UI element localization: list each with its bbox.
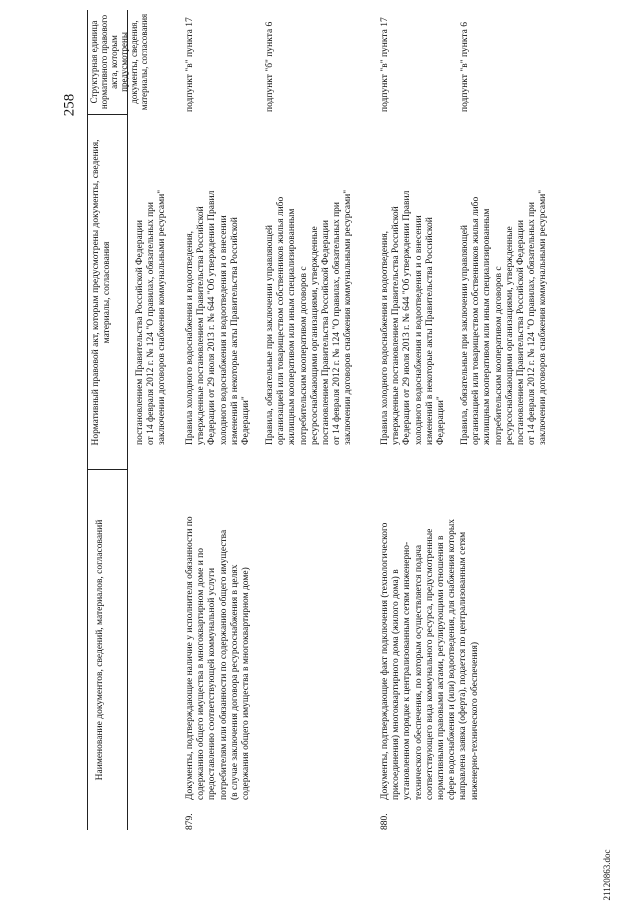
row-act-text: Правила, обязательные при заключении управляющей организацией или товариществом собственников жилья либо жилищным кооперативом или иным специализированным потребительским кооперативом договоров с ресурсоснабжающими организациями, утвержденные постановлением Правительства Российской Федерации от 14 февраля 2012 г. № 124 "О правилах, обязательных при заключении договоров снабжения коммунальными ресурсами" bbox=[265, 189, 354, 445]
header-top-line bbox=[87, 10, 88, 830]
continuation-act: постановлением Правительства Российской Федерации от 14 февраля 2012 г. № 124 "О правилах, обязательных при заключении договоров снабжения коммунальными ресурсами" bbox=[135, 189, 168, 445]
row-act-text: Правила, обязательные при заключении управляющей организацией или товариществом собственников жилья либо жилищным кооперативом или иным специализированным потребительским кооперативом договоров с ресурсоснабжающими организациями, утвержденные постановлением Правительства Российской Федерации от 14 февраля 2012 г. № 124 "О правилах, обязательных при заключении договоров снабжения коммунальными ресурсами" bbox=[460, 189, 549, 445]
row-act-text: Правила холодного водоснабжения и водоотведения, утвержденные постановлением Правительства Российской Федерации от 29 июля 2013 г. № 644 "Об утверждении Правил холодного водоснабжения и водоотведения и о внесении изменений в некоторые акты Правительства Российской Федерации" bbox=[185, 190, 252, 445]
header-act-col: Нормативный правовой акт, которым предусмотрены документы, сведения, материалы, согласования bbox=[91, 139, 113, 446]
row-act-unit: подпункт "б" пункта 6 bbox=[265, 21, 275, 112]
row-act-text: Правила холодного водоснабжения и водоотведения, утвержденные постановлением Правительства Российской Федерации от 29 июля 2013 г. № 644 "Об утверждении Правил холодного водоснабжения и водоотведения и о внесении изменений в некоторые акты Правительства Российской Федерации" bbox=[380, 190, 447, 445]
col-divider-2 bbox=[87, 114, 127, 115]
header-name-col: Наименование документов, сведений, материалов, согласований bbox=[95, 519, 105, 781]
row-document-name: Документы, подтверждающие наличие у исполнителя обязанности по содержанию общего имущества в многоквартирном доме и по предоставлению соответствующей коммунальной услуги потребителям или обязанности по содержанию общего имущества (в случае заключения договора ресурсоснабжения в целях содержания общего имущества в многоквартирном доме) bbox=[185, 516, 252, 800]
row-act-unit: подпункт "в" пункта 17 bbox=[185, 17, 195, 112]
row-number: 880. bbox=[380, 813, 390, 830]
row-act-unit: подпункт "в" пункта 17 bbox=[380, 17, 390, 112]
document-code bbox=[600, 845, 614, 905]
header-bottom-line bbox=[127, 10, 128, 830]
rotated-table bbox=[55, 10, 595, 830]
col-divider-1 bbox=[87, 469, 127, 470]
row-act-unit: подпункт "в" пункта 6 bbox=[460, 22, 470, 112]
header-unit-col: Структурная единица нормативного правового акта, которым предусмотрены документы, сведения, материалы, согласования bbox=[89, 13, 149, 111]
row-number: 879. bbox=[185, 813, 195, 830]
row-document-name: Документы, подтверждающие факт подключения (технологического присоединения) многоквартирного дома (жилого дома) в установленном порядке к централизованным сетям инженерно- технического обеспечения, по которым осуществляется подача соответствующего вида коммунального ресурса, предусмотренные нормативными правовыми актами, регулирующими отношения в сфере водоснабжения и (или) водоотведения, для снабжения которых направлена заявка (оферта), подается по централизованным сетям инженерно-технического обеспечения) bbox=[380, 518, 480, 800]
document-code-text: 21120863.doc bbox=[602, 849, 612, 901]
page-number-text: 258 bbox=[61, 93, 78, 117]
table-content bbox=[55, 10, 595, 830]
